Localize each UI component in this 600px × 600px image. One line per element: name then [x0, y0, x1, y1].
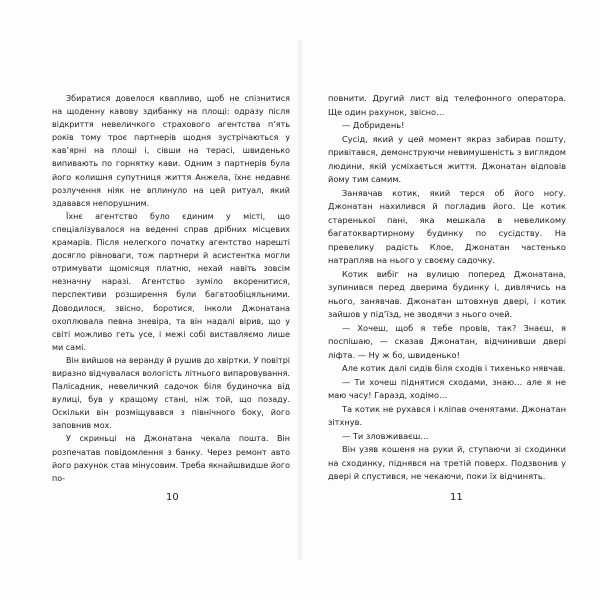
- paragraph: Він узяв кошеня на руки й, ступаючи зі сходинки на сходинку, піднявся на третій поверх. Подзвонив у двері й спустився, не чекаючи, поки їх відчинять.: [328, 444, 566, 481]
- page-number-left: 10: [166, 492, 179, 503]
- left-page: [52, 92, 290, 485]
- paragraph-continuation: повнити. Другий лист від телефонного оператора. Ще один рахунок, звісно…: [328, 93, 566, 117]
- paragraph: Занявчав котик, який терся об його ногу. Джонатан нахилився й погладив його. Це котик старенької пані, яка мешкала в невеликому багатоквартирному будинку по сусідству. На превелику радість Клое, Джонатан частенько натрапляв на нього у своєму садочку.: [328, 187, 566, 265]
- paragraph: — Ти зловживаєш…: [342, 430, 429, 441]
- paragraph: Їхнє агентство було єдиним у місті, що спеціалізувалося на веденні справ дрібних місцевих крамарів. Після нелегкого початку агентство нарешті досягло рівноваги, тож партнери й асистентка могли отримувати щомісяця платню, нехай навіть зовсім незначну наразі. Агентство зуміло вкоренитися, перспективи розширення були багатообіцяльними. Доводилося, звісно, боротися, інколи Джонатана охоплювала певна зневіра, та він надалі вірив, що у світі можливо геть усе, і межі собі виставляємо лише ми самі.: [52, 211, 290, 352]
- paragraph: Та котик не рухався і кліпав оченятами. Джонатан зітхнув.: [328, 403, 566, 427]
- paragraph: Котик вибіг на вулицю поперед Джонатана, зупинився перед дверима будинку і, дивлячись на нього, занявчав. Джонатан штовхнув двері, і котик зайшов у під’їзд, не зводячи з нього очей.: [328, 268, 566, 319]
- paragraph: — Ти хочеш піднятися сходами, знаю… але я не маю часу! Гаразд, ходімо…: [328, 376, 566, 400]
- paragraph: У скриньці на Джонатана чекала пошта. Він розпечатав повідомлення з банку. Через ремонт авто його рахунок став мінусовим. Треба якнайшвидше його по-: [52, 434, 290, 483]
- paragraph: Він вийшов на веранду й рушив до хвіртки. У повітрі виразно відчувалася вологість літнього випаровування. Палісадник, невеличкий садочок біля будиночка від вулиці, був у кращому стані, ніж той, що позаду. Оскільки він розміщувався з північного боку, його заповнив мох.: [52, 355, 290, 431]
- paragraph: Збиратися довелося квапливо, щоб не спізнитися на щоденну кавову здибанку на площі: одразу після відкриття невеличкого страхового агентства п’ять років тому троє партнерів щодня зустрічаються у кав’ярні на площі і, сівши на терасі, швиденько випивають по горнятку кави. Одним з партнерів була його колишня супутниця життя Анжела, їхнє недавнє розлучення ніяк не вплинуло на цей ритуал, який здавався непорушним.: [52, 94, 290, 208]
- page-number-right: 11: [450, 492, 463, 503]
- paragraph: — Добридень!: [342, 120, 405, 130]
- paragraph: Сусід, який у цей момент якраз забирав пошту, привітався, демонструючи невимушеність з виглядом людини, якій усміхається життя. Джонатан відповів йому тим самим.: [328, 133, 566, 184]
- paragraph: — Хочеш, щоб я тебе провів, так? Знаєш, я поспішаю, — сказав Джонатан, відчинивши двері ліфта. — Ну ж бо, швиденько!: [328, 322, 566, 360]
- book-gutter: [297, 40, 303, 560]
- right-page: [328, 92, 566, 484]
- paragraph: Але котик далі сидів біля сходів і тихенько нявчав.: [342, 363, 566, 373]
